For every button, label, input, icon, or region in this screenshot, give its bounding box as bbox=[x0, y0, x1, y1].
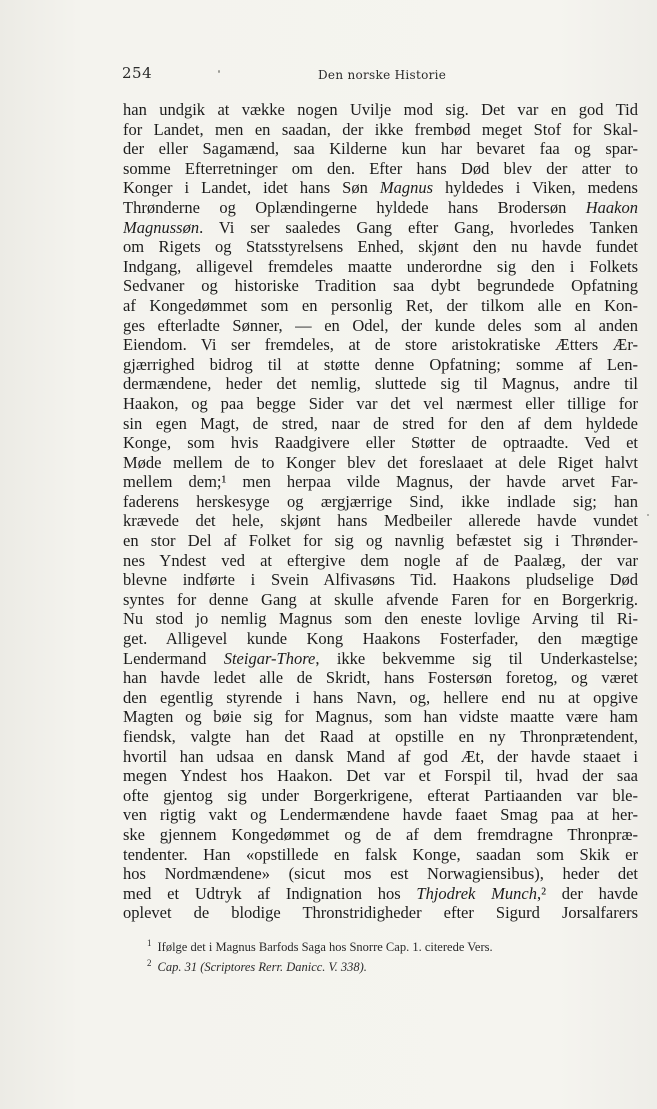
text-line: Haakon, og paa begge Sider var det vel nærmest eller tillige for bbox=[123, 393, 638, 413]
text-line: blevne indførte i Svein Alfivasøns Tid. Haakons pludselige Død bbox=[123, 570, 638, 590]
scan-speck bbox=[647, 514, 649, 516]
text-line: med et Udtryk af Indignation hos Thjodrek Munch,² der havde bbox=[123, 883, 638, 903]
text-line: ven rigtig vakt og Lendermændene havde faaet Smag paa at her- bbox=[123, 805, 638, 825]
text-line: Møde mellem de to Konger blev det foreslaaet at dele Riget halvt bbox=[123, 452, 638, 472]
text-line: krævede det hele, skjønt hans Medbeiler allerede havde vundet bbox=[123, 511, 638, 531]
footnote-text: Cap. 31 (Scriptores Rerr. Danicc. V. 338). bbox=[157, 960, 367, 975]
text-line: fiendsk, valgte han det Raad at opstille en ny Thronprætendent, bbox=[123, 727, 638, 746]
text-line: get. Alligevel kunde Kong Haakons Fosterfader, den mægtige bbox=[123, 629, 638, 649]
page-number: 254 bbox=[122, 64, 153, 82]
footnote-2 bbox=[147, 955, 627, 975]
text-line: Sedvaner og historiske Tradition saa dybt begrundede Opfatning bbox=[123, 276, 638, 296]
text-line: Indgang, alligevel fremdeles maatte underordne sig den i Folkets bbox=[123, 256, 638, 276]
text-line: hvortil han udsaa en dansk Mand af god Æt, der havde staaet i bbox=[123, 746, 638, 766]
footnote-1 bbox=[147, 935, 627, 955]
footnote-mark: 2 bbox=[147, 958, 152, 969]
text-line: somme Efterretninger om den. Efter hans Død blev der atter to bbox=[123, 158, 638, 178]
text-line: gjærrighed bidrog til at støtte denne Opfatning; somme af Len- bbox=[123, 354, 638, 374]
body-text bbox=[123, 100, 638, 923]
text-line: nes Yndest ved at eftergive dem nogle af de Paalæg, der var bbox=[123, 550, 638, 570]
text-line: ges efterladte Sønner, — en Odel, der kunde deles som al anden bbox=[123, 315, 638, 335]
text-line: for Landet, men en saadan, der ikke frembød meget Stof for Skal- bbox=[123, 119, 638, 139]
text-line: ske gjennem Kongedømmet og de af dem fremdragne Thronpræ- bbox=[123, 824, 638, 844]
text-line: sin egen Magt, de stred, naar de stred for den af dem hyldede bbox=[123, 413, 638, 433]
running-title: Den norske Historie bbox=[318, 68, 447, 82]
text-line: faderens herskesyge og ærgjærrige Sind, ikke indlade sig; han bbox=[123, 491, 638, 511]
text-line: hos Nordmændene» (sicut mos est Norwagiensibus), heder det bbox=[123, 864, 638, 884]
text-line: megen Yndest hos Haakon. Det var et Forspil til, hvad der saa bbox=[123, 766, 638, 786]
scan-speck bbox=[218, 70, 220, 73]
text-line: den egentlig styrende i hans Navn, og, hellere end nu at opgive bbox=[123, 687, 638, 707]
text-line: han havde ledet alle de Skridt, hans Fostersøn foretog, og været bbox=[123, 668, 638, 688]
text-line: Magnussøn. Vi ser saaledes Gang efter Gang, hvorledes Tanken bbox=[123, 217, 638, 237]
text-line: en stor Del af Folket for sig og navnlig befæstet sig i Thrønder- bbox=[123, 531, 638, 551]
running-head bbox=[122, 64, 638, 86]
text-line: dermændene, heder det nemlig, sluttede sig til Magnus, andre til bbox=[123, 374, 638, 394]
text-line: Konge, som hvis Raadgivere eller Støtter de optraadte. Ved et bbox=[123, 433, 638, 453]
footnotes bbox=[147, 935, 627, 975]
text-line: Magten og bøie sig for Magnus, som han vidste maatte være ham bbox=[123, 707, 638, 727]
text-line: han undgik at vække nogen Uvilje mod sig. Det var en god Tid bbox=[123, 100, 638, 119]
text-line: oplevet de blodige Thronstridigheder efter Sigurd Jorsalfarers bbox=[123, 903, 638, 923]
text-line: Konger i Landet, idet hans Søn Magnus hyldedes i Viken, medens bbox=[123, 178, 638, 198]
text-line: mellem dem;¹ men herpaa vilde Magnus, der havde arvet Far- bbox=[123, 472, 638, 492]
text-line: Thrønderne og Oplændingerne hyldede hans Brodersøn Haakon bbox=[123, 197, 638, 217]
text-line: om Rigets og Statsstyrelsens Enhed, skjønt den nu havde fundet bbox=[123, 237, 638, 257]
text-line: der eller Sagamænd, saa Kilderne kun har bevaret faa og spar- bbox=[123, 139, 638, 159]
text-line: Nu stod jo nemlig Magnus som den eneste lovlige Arving til Ri- bbox=[123, 609, 638, 629]
text-line: Lendermand Steigar-Thore, ikke bekvemme sig til Underkastelse; bbox=[123, 648, 638, 668]
text-line: syntes for denne Gang at skulle afvende Faren for en Borgerkrig. bbox=[123, 589, 638, 609]
text-line: Eiendom. Vi ser fremdeles, at de store aristokratiske Ætters Ær- bbox=[123, 335, 638, 355]
footnote-mark: 1 bbox=[147, 938, 152, 948]
text-line: ofte gjentog sig under Borgerkrigene, efterat Partiaanden var ble- bbox=[123, 785, 638, 805]
footnote-text: Ifølge det i Magnus Barfods Saga hos Snorre Cap. 1. citerede Vers. bbox=[157, 940, 493, 955]
text-line: af Kongedømmet som en personlig Ret, der tilkom alle en Kon- bbox=[123, 295, 638, 315]
text-line: tendenter. Han «opstillede en falsk Konge, saadan som Skik er bbox=[123, 844, 638, 864]
